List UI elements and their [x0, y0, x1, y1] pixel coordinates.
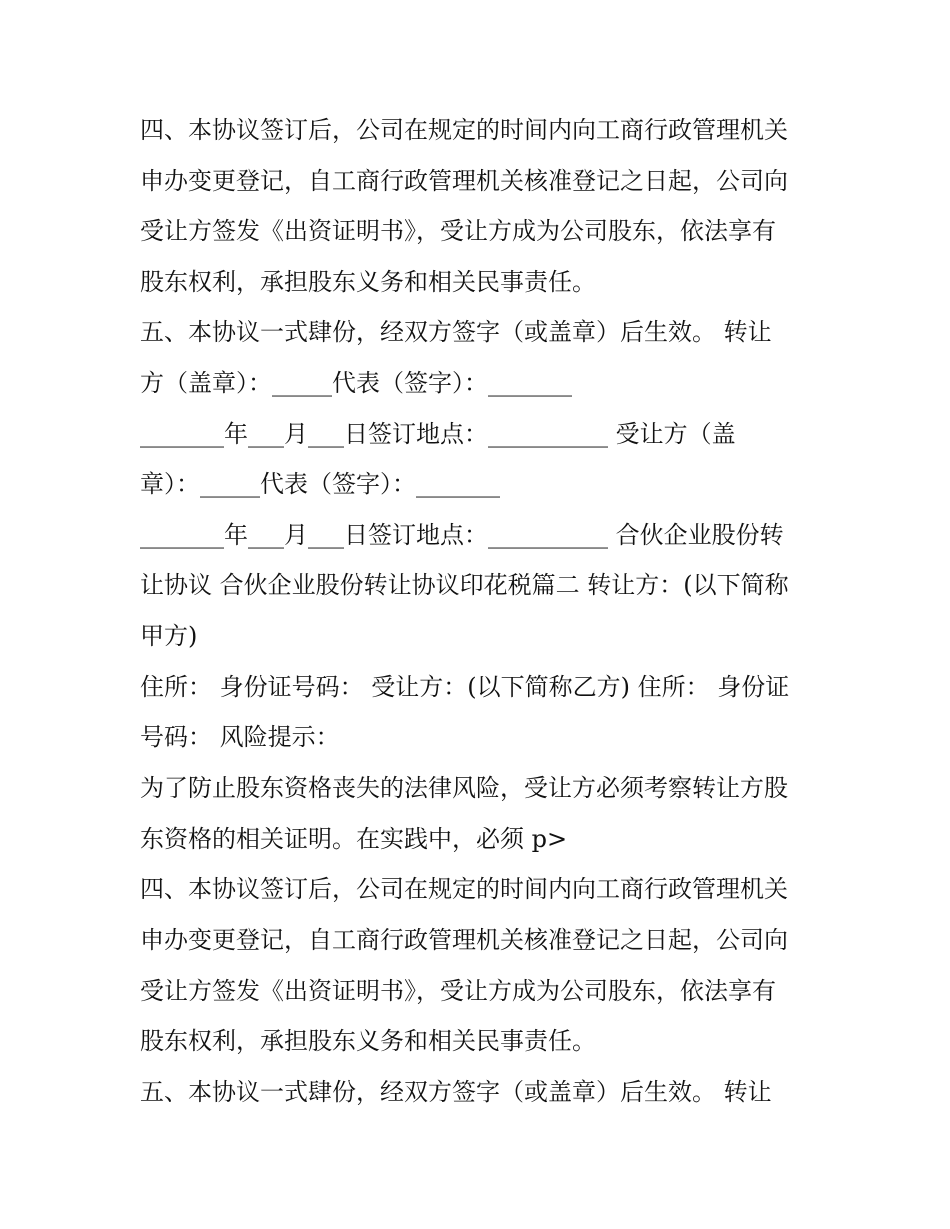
text-line: 四、本协议签订后，公司在规定的时间内向工商行政管理机关: [140, 875, 788, 903]
text-line: 五、本协议一式肆份，经双方签字（或盖章）后生效。 转让: [140, 318, 772, 346]
text-line: _______年___月___日签订地点：__________ 合伙企业股份转: [140, 521, 784, 549]
text-line: 为了防止股东资格丧失的法律风险，受让方必须考察转让方股: [140, 774, 788, 802]
text-line: 章）：_____代表（签字）：_______: [140, 470, 500, 498]
text-line: 受让方签发《出资证明书》，受让方成为公司股东，依法享有: [140, 977, 776, 1005]
text-line: 五、本协议一式肆份，经双方签字（或盖章）后生效。 转让: [140, 1078, 772, 1106]
text-line: 申办变更登记，自工商行政管理机关核准登记之日起，公司向: [140, 926, 788, 954]
text-line: 住所： 身份证号码： 受让方：(以下简称乙方) 住所： 身份证: [140, 673, 790, 701]
text-line: 号码： 风险提示：: [140, 723, 340, 751]
text-line: 方（盖章）：_____代表（签字）：_______: [140, 369, 572, 397]
text-line: 受让方签发《出资证明书》，受让方成为公司股东，依法享有: [140, 217, 776, 245]
text-line: 股东权利，承担股东义务和相关民事责任。: [140, 268, 596, 296]
text-line: 让协议 合伙企业股份转让协议印花税篇二 转让方：(以下简称: [140, 571, 789, 599]
text-line: 四、本协议签订后，公司在规定的时间内向工商行政管理机关: [140, 116, 788, 144]
text-line: _______年___月___日签订地点：__________ 受让方（盖: [140, 420, 736, 448]
text-line: 甲方): [140, 622, 198, 650]
text-line: 股东权利，承担股东义务和相关民事责任。: [140, 1027, 596, 1055]
text-line: 东资格的相关证明。在实践中，必须 p>: [140, 825, 568, 853]
text-line: 申办变更登记，自工商行政管理机关核准登记之日起，公司向: [140, 167, 788, 195]
